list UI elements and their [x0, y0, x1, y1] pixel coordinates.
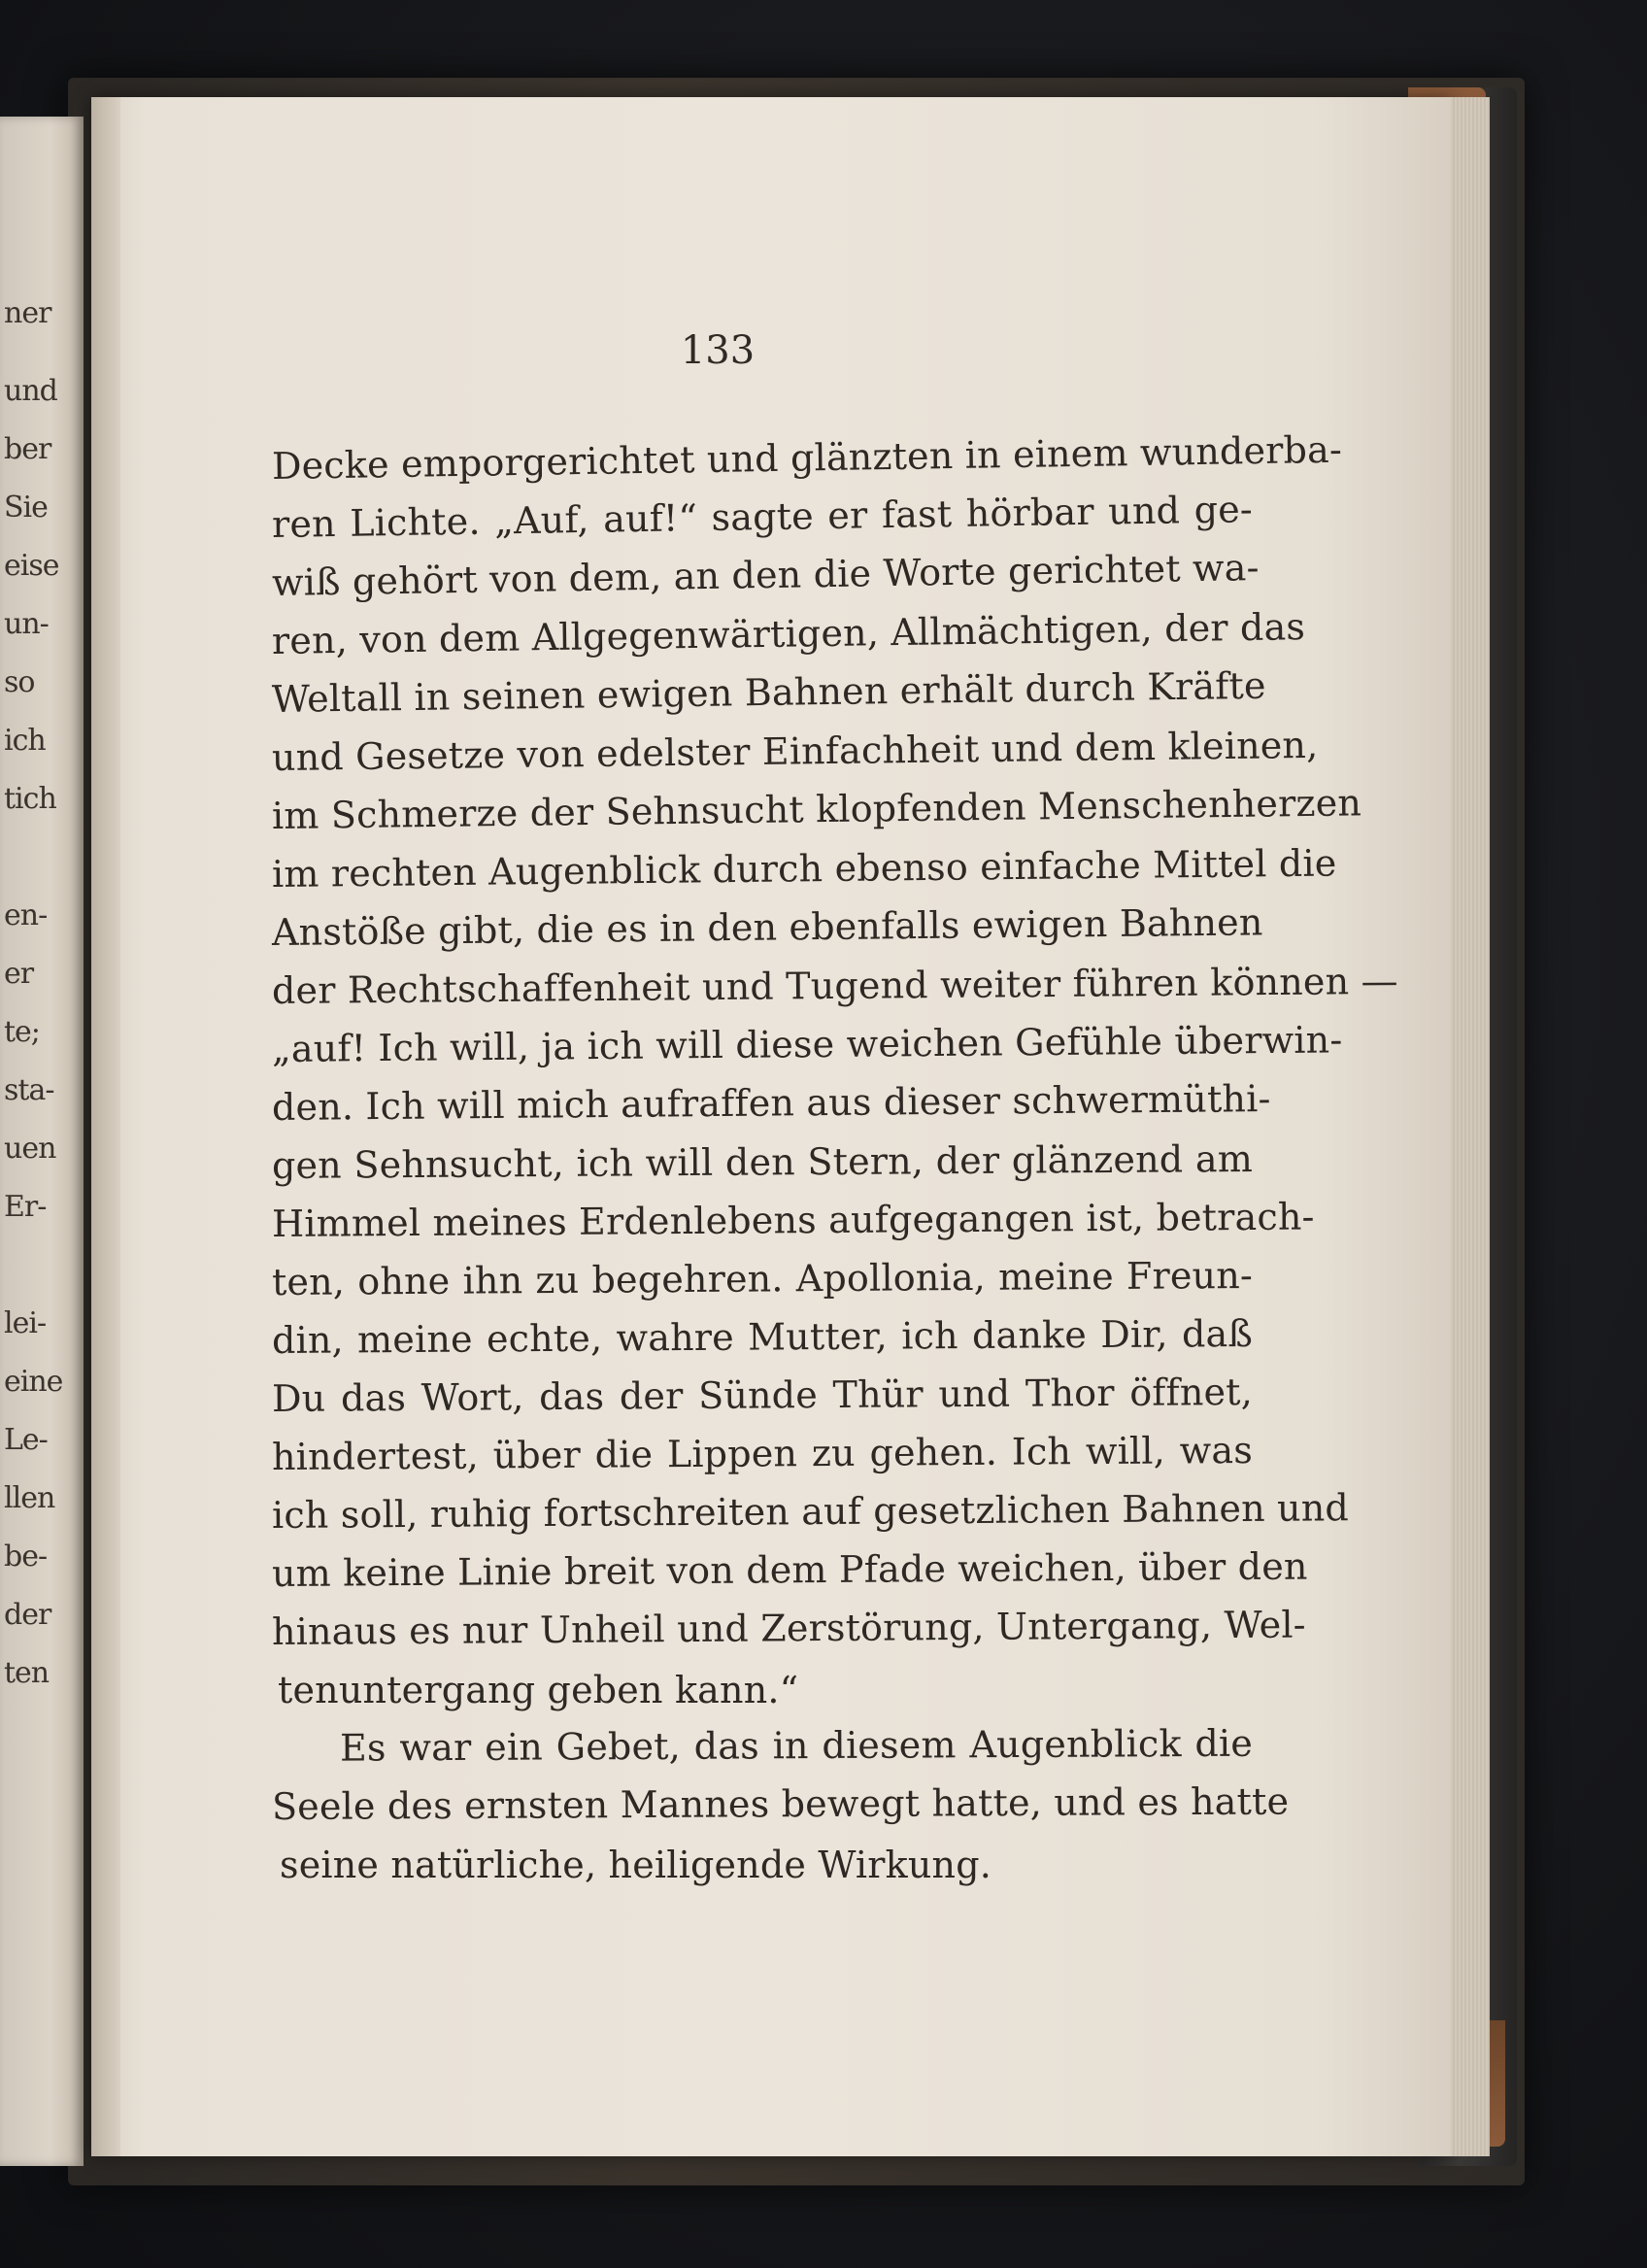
- text-line: im rechten Augenblick durch ebenso einfache Mittel die: [271, 841, 1337, 896]
- prev-fragment: Sie: [4, 491, 48, 525]
- prev-fragment: eise: [4, 549, 59, 583]
- text-line: Es war ein Gebet, das in diesem Augenblick die: [339, 1721, 1254, 1770]
- prev-fragment: Le-: [4, 1423, 48, 1457]
- book-page: [91, 97, 1451, 2156]
- text-line: der Rechtschaffenheit und Tugend weiter führen können —: [271, 959, 1398, 1012]
- text-line: gen Sehnsucht, ich will den Stern, der glänzend am: [271, 1136, 1254, 1187]
- text-line: din, meine echte, wahre Mutter, ich danke Dir, daß: [271, 1311, 1254, 1362]
- text-line: wiß gehört von dem, an den die Worte gerichtet wa-: [271, 546, 1260, 604]
- page-gutter: [91, 97, 120, 2156]
- text-line: Decke emporgerichtet und glänzten in einem wunderba-: [271, 427, 1343, 488]
- text-line: und Gesetze von edelster Einfachheit und dem kleinen,: [271, 723, 1319, 779]
- page-number: 133: [680, 328, 756, 373]
- prev-fragment: un-: [4, 607, 49, 641]
- text-line: hindertest, über die Lippen zu gehen. Ich will, was: [271, 1428, 1254, 1478]
- prev-fragment: ich: [4, 724, 46, 758]
- prev-fragment: tich: [4, 782, 56, 816]
- text-line: Du das Wort, das der Sünde Thür und Thor öffnet,: [271, 1370, 1254, 1420]
- prev-fragment: llen: [4, 1481, 55, 1515]
- prev-fragment: er: [4, 957, 34, 991]
- text-line: Weltall in seinen ewigen Bahnen erhält durch Kräfte: [271, 663, 1266, 721]
- text-line: um keine Linie breit von dem Pfade weichen, über den: [271, 1544, 1308, 1595]
- prev-fragment: ten: [4, 1656, 50, 1690]
- prev-fragment: der: [4, 1598, 51, 1632]
- text-line: ten, ohne ihn zu begehren. Apollonia, meine Freun-: [271, 1253, 1254, 1303]
- prev-fragment: te;: [4, 1015, 40, 1049]
- text-line: „auf! Ich will, ja ich will diese weichen Gefühle überwin-: [271, 1018, 1343, 1070]
- prev-fragment: be-: [4, 1540, 48, 1574]
- text-line: ren Lichte. „Auf, auf!“ sagte er fast hörbar und ge-: [271, 488, 1254, 546]
- prev-fragment: ner: [4, 296, 51, 330]
- prev-fragment: ber: [4, 432, 51, 466]
- text-line: Anstöße gibt, die es in den ebenfalls ewigen Bahnen: [271, 900, 1263, 954]
- text-line: hinaus es nur Unheil und Zerstörung, Untergang, Wel-: [271, 1603, 1306, 1653]
- prev-fragment: und: [4, 374, 57, 408]
- prev-fragment: eine: [4, 1365, 63, 1399]
- page-edges: [1451, 97, 1490, 2156]
- prev-fragment: lei-: [4, 1306, 47, 1340]
- text-line: tenuntergang geben kann.“: [278, 1669, 799, 1711]
- prev-fragment: so: [4, 665, 35, 699]
- text-line: im Schmerze der Sehnsucht klopfenden Menschenherzen: [271, 781, 1362, 837]
- text-line: Seele des ernsten Mannes bewegt hatte, und es hatte: [271, 1779, 1290, 1828]
- text-line: den. Ich will mich aufraffen aus dieser schwermüthi-: [271, 1077, 1271, 1129]
- prev-fragment: sta-: [4, 1073, 54, 1107]
- previous-page-edge: [0, 117, 84, 2166]
- prev-fragment: Er-: [4, 1190, 47, 1224]
- prev-fragment: en-: [4, 898, 48, 932]
- prev-fragment: uen: [4, 1132, 56, 1166]
- text-line: ren, von dem Allgegenwärtigen, Allmächtigen, der das: [271, 605, 1306, 662]
- text-line: Himmel meines Erdenlebens aufgegangen ist, betrach-: [271, 1195, 1315, 1245]
- text-line: seine natürliche, heiligende Wirkung.: [280, 1844, 992, 1886]
- text-line: ich soll, ruhig fortschreiten auf gesetzlichen Bahnen und: [271, 1486, 1350, 1537]
